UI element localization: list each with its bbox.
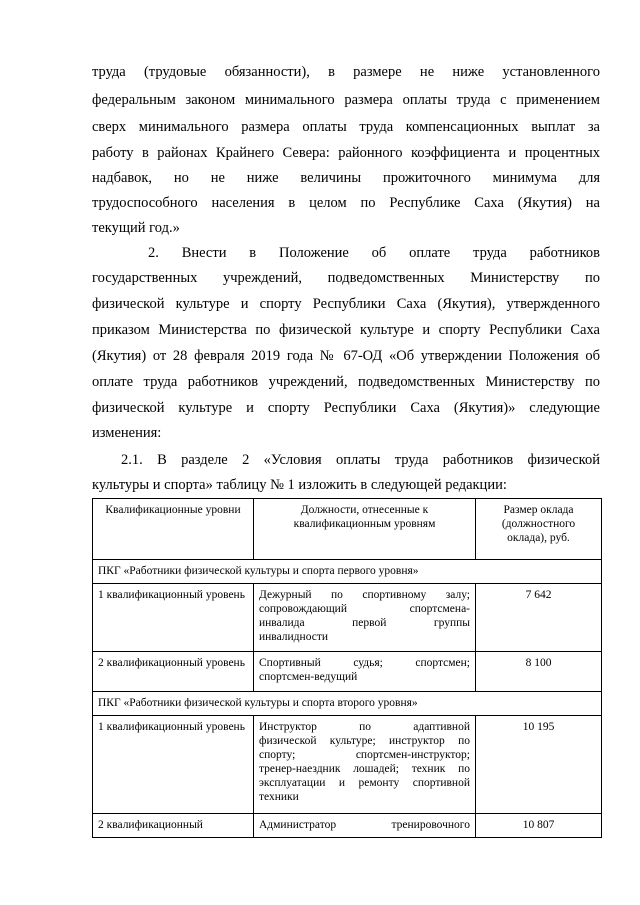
- paragraph-2-line: 2. Внести в Положение об оплате труда работников: [148, 245, 600, 261]
- salary-cell: 10 807: [476, 814, 602, 838]
- paragraph-2-line: изменения:: [92, 425, 162, 441]
- salary-table: [92, 498, 602, 838]
- group-row: [93, 560, 602, 584]
- level-cell: 1 квалификационный уровень: [93, 716, 254, 814]
- table-header-row: [93, 499, 602, 560]
- group-2-title: ПКГ «Работники физической культуры и спорта второго уровня»: [93, 692, 602, 716]
- table-row: [93, 652, 602, 692]
- table-row: [93, 584, 602, 652]
- intro-line: работу в районах Крайнего Севера: районного коэффициента и процентных: [92, 145, 600, 161]
- level-cell: 2 квалификационный: [93, 814, 254, 838]
- intro-line: трудоспособного населения в целом по Республике Саха (Якутия) на: [92, 195, 600, 211]
- paragraph-2-line: приказом Министерства по физической культуре и спорту Республики Саха: [92, 322, 600, 338]
- intro-line: текущий год.»: [92, 220, 180, 236]
- paragraph-2-1-line: культуры и спорта» таблицу № 1 изложить в следующей редакции:: [92, 477, 507, 493]
- group-row: [93, 692, 602, 716]
- positions-line: спорту; спортсмен-инструктор;: [259, 749, 470, 761]
- positions-line: Инструктор по адаптивной: [259, 721, 470, 733]
- positions-cell: [254, 652, 476, 692]
- intro-line: надбавок, но не ниже величины прожиточного минимума для: [92, 170, 600, 186]
- intro-line: труда (трудовые обязанности), в размере не ниже установленного: [92, 64, 600, 80]
- positions-cell: [254, 814, 476, 838]
- paragraph-2-line: физической культуре и спорту Республики Саха (Якутия), утвержденного: [92, 296, 600, 312]
- salary-cell: 8 100: [476, 652, 602, 692]
- table-row: [93, 716, 602, 814]
- positions-line: эксплуатации и ремонту спортивной: [259, 777, 470, 789]
- salary-cell: 10 195: [476, 716, 602, 814]
- positions-line: тренер-наездник лошадей; техник по: [259, 763, 470, 775]
- header-cell-levels: Квалификационные уровни: [93, 499, 254, 560]
- paragraph-2-line: физической культуре и спорту Республики Саха (Якутия)» следующие: [92, 400, 600, 416]
- paragraph-2-line: (Якутия) от 28 февраля 2019 года № 67-ОД «Об утверждении Положения об: [92, 348, 600, 364]
- positions-line: спортсмен-ведущий: [259, 671, 358, 683]
- positions-line: Администратор тренировочного: [259, 819, 470, 831]
- table-row: [93, 814, 602, 838]
- positions-line: физической культуре; инструктор по: [259, 735, 470, 747]
- salary-cell: 7 642: [476, 584, 602, 652]
- intro-line: сверх минимального размера оплаты труда компенсационных выплат за: [92, 119, 600, 135]
- positions-line: техники: [259, 791, 299, 803]
- header-cell-positions: Должности, отнесенные к квалификационным уровням: [254, 499, 476, 560]
- positions-cell: [254, 716, 476, 814]
- paragraph-2-1-line: 2.1. В разделе 2 «Условия оплаты труда работников физической: [121, 452, 600, 468]
- positions-line: инвалида первой группы: [259, 617, 470, 629]
- header-cell-salary: Размер оклада (должностного оклада), руб.: [476, 499, 602, 560]
- level-cell: 2 квалификационный уровень: [93, 652, 254, 692]
- positions-line: сопровождающий спортсмена-: [259, 603, 470, 615]
- positions-line: Дежурный по спортивному залу;: [259, 589, 470, 601]
- paragraph-2-line: оплате труда работников учреждений, подведомственных Министерству по: [92, 374, 600, 390]
- positions-line: Спортивный судья; спортсмен;: [259, 657, 470, 669]
- positions-line: инвалидности: [259, 631, 329, 643]
- positions-cell: [254, 584, 476, 652]
- group-1-title: ПКГ «Работники физической культуры и спорта первого уровня»: [93, 560, 602, 584]
- intro-line: федеральным законом минимального размера оплаты труда с применением: [92, 92, 600, 108]
- paragraph-2-line: государственных учреждений, подведомственных Министерству по: [92, 270, 600, 286]
- level-cell: 1 квалификационный уровень: [93, 584, 254, 652]
